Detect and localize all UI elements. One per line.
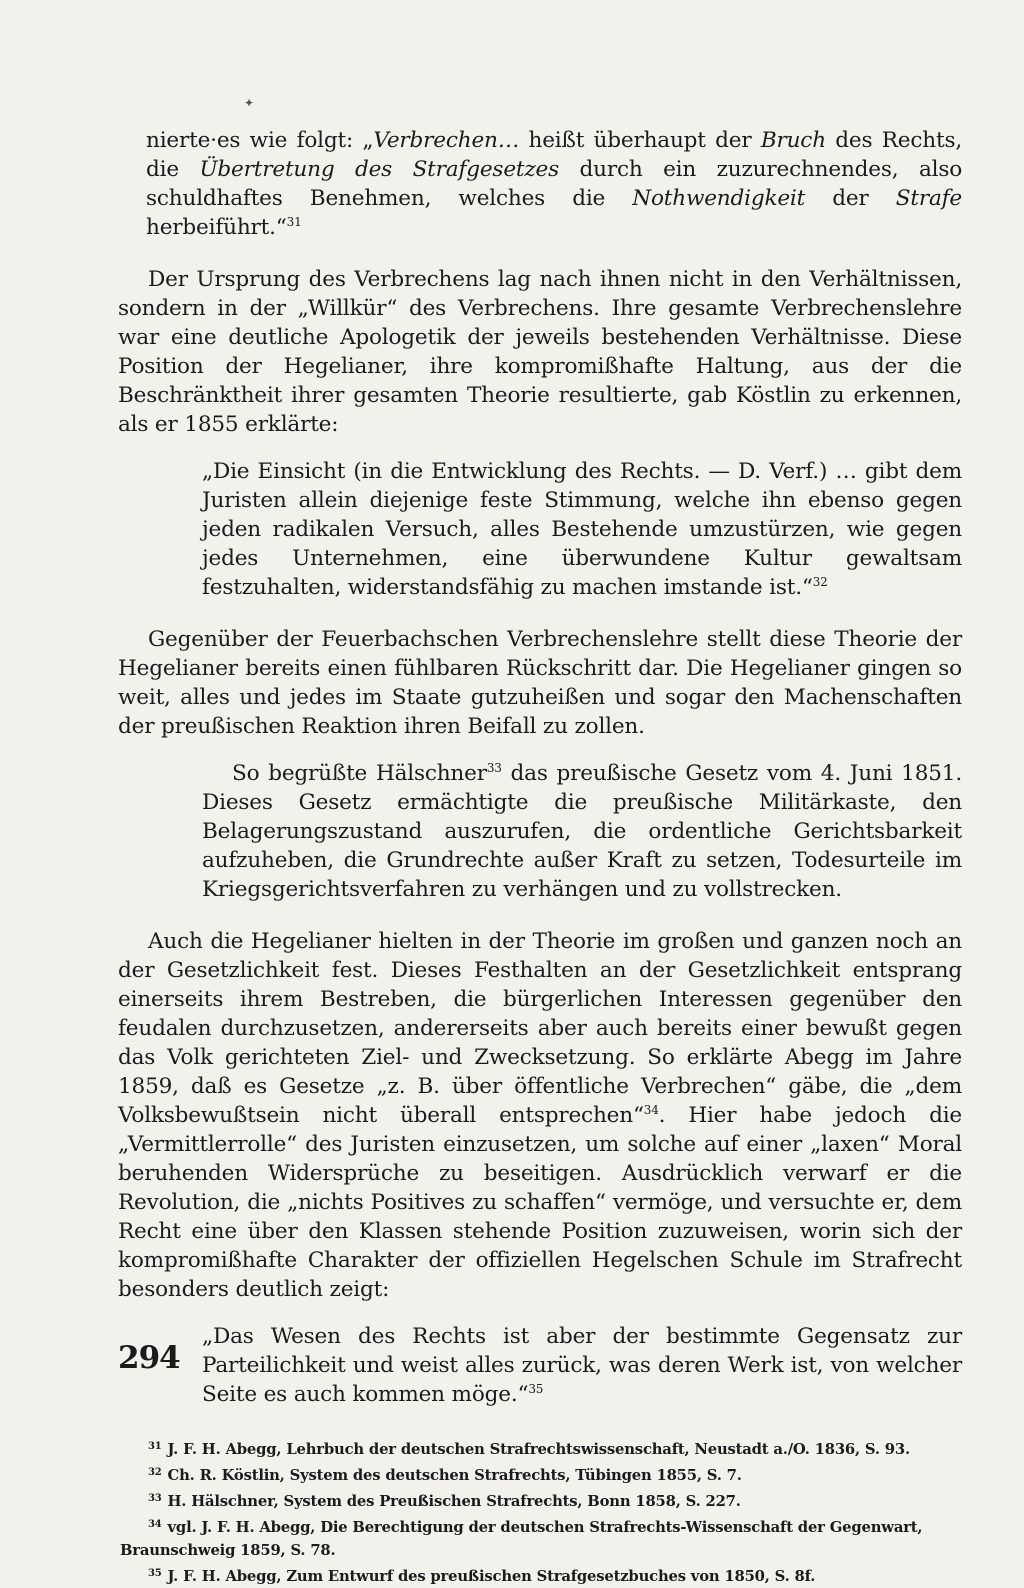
footnote-35 xyxy=(148,1562,962,1588)
footnote-number: 33 xyxy=(148,1493,162,1504)
footnote-31 xyxy=(148,1435,962,1461)
footnote-number: 35 xyxy=(148,1568,162,1579)
page-body xyxy=(118,126,962,1588)
footnote-34 xyxy=(148,1513,962,1539)
paragraph-4: So begrüßte Hälschner$^{33}$ das preußische Gesetz vom 4. Juni 1851. Dieses Gesetz ermächtigte die preußische Militärkaste, den Belagerungszustand auszurufen, die ordentliche Gerichtsbarkeit aufzuheben, die Grundrechte außer Kraft zu setzen, Todesurteile im Kriegsgerichtsverfahren zu verhängen und zu vollstrecken. xyxy=(202,761,962,902)
paragraph-2: Der Ursprung des Verbrechens lag nach ihnen nicht in den Verhältnissen, sondern in der „Willkür“ des Verbrechens. Ihre gesamte Verbrechenslehre war eine deutliche Apologetik der jeweils bestehenden Verhältnisse. Diese Position der Hegelianer, ihre kompromißhafte Haltung, aus der die Beschränktheit ihrer gesamten Theorie resultierte, gab Köstlin zu erkennen, als er 1855 erklärte: xyxy=(118,267,962,437)
footnote-text: vgl. J. F. H. Abegg, Die Berechtigung der deutschen Strafrechts-Wissenschaft der Gegenwart, xyxy=(167,1519,923,1536)
paragraph-5: Auch die Hegelianer hielten in der Theorie im großen und ganzen noch an der Gesetzlichkeit fest. Dieses Festhalten an der Gesetzlichkeit entsprang einerseits ihrem Bestreben, die bürgerlichen Interessen gegenüber den feudalen durchzusetzen, andererseits aber auch bereits einer bewußt gegen das Volk gerichteten Ziel- und Zwecksetzung. So erklärte Abegg im Jahre 1859, daß es Gesetze „z. B. über öffentliche Verbrechen“ gäbe, die „dem Volksbewußtsein nicht überall entsprechen“$^{34}$. Hier habe jedoch die „Vermittlerrolle“ des Juristen einzusetzen, um solche auf einer „laxen“ Moral beruhenden Widersprüche zu beseitigen. Ausdrücklich verwarf er die Revolution, die „nichts Positives zu schaffen“ vermöge, und versuchte er, dem Recht eine über den Klassen stehende Position zuzuweisen, worin sich der kompromißhafte Charakter der offiziellen Hegelschen Schule im Strafrecht besonders deutlich zeigt: xyxy=(118,929,962,1302)
footnote-text: J. F. H. Abegg, Lehrbuch der deutschen Strafrechtswissenschaft, Neustadt a./O. 1836, S. 93. xyxy=(167,1441,910,1458)
paragraph-1: nierte·es wie folgt: „Verbrechen… heißt überhaupt der Bruch des Rechts, die Übertretung des Strafgesetzes durch ein zuzurechnendes, also schuldhaftes Benehmen, welches die Nothwendigkeit der Strafe herbeiführt.“$^{31}$ xyxy=(146,128,963,240)
footnote-32 xyxy=(148,1461,962,1487)
footnote-number: 34 xyxy=(148,1519,162,1530)
footnotes xyxy=(120,1435,962,1588)
footnote-text: J. F. H. Abegg, Zum Entwurf des preußischen Strafgesetzbuches von 1850, S. 8f. xyxy=(167,1568,816,1585)
footnote-33 xyxy=(148,1487,962,1513)
footnote-text: H. Hälschner, System des Preußischen Strafrechts, Bonn 1858, S. 227. xyxy=(167,1493,741,1510)
footnote-number: 31 xyxy=(148,1441,162,1452)
scan-speck: ✦ xyxy=(244,96,255,110)
page-number: 294 xyxy=(118,1340,180,1376)
footnote-text: Ch. R. Köstlin, System des deutschen Strafrechts, Tübingen 1855, S. 7. xyxy=(167,1467,742,1484)
footnote-34-continued: Braunschweig 1859, S. 78. xyxy=(120,1542,336,1559)
block-quote-2: „Das Wesen des Rechts ist aber der bestimmte Gegensatz zur Parteilichkeit und weist alles zurück, was deren Werk ist, von welcher Seite es auch kommen möge.“$^{35}$ xyxy=(202,1324,962,1407)
paragraph-3: Gegenüber der Feuerbachschen Verbrechenslehre stellt diese Theorie der Hegelianer bereits einen fühlbaren Rückschritt dar. Die Hegelianer gingen so weit, alles und jedes im Staate gutzuheißen und sogar den Machenschaften der preußischen Reaktion ihren Beifall zu zollen. xyxy=(118,627,962,739)
block-quote-1: „Die Einsicht (in die Entwicklung des Rechts. — D. Verf.) … gibt dem Juristen allein diejenige feste Stimmung, welche ihn ebenso gegen jeden radikalen Versuch, alles Bestehende umzustürzen, wie gegen jedes Unternehmen, eine überwundene Kultur gewaltsam festzuhalten, widerstandsfähig zu machen imstande ist.“$^{32}$ xyxy=(202,459,962,600)
footnote-number: 32 xyxy=(148,1467,162,1478)
